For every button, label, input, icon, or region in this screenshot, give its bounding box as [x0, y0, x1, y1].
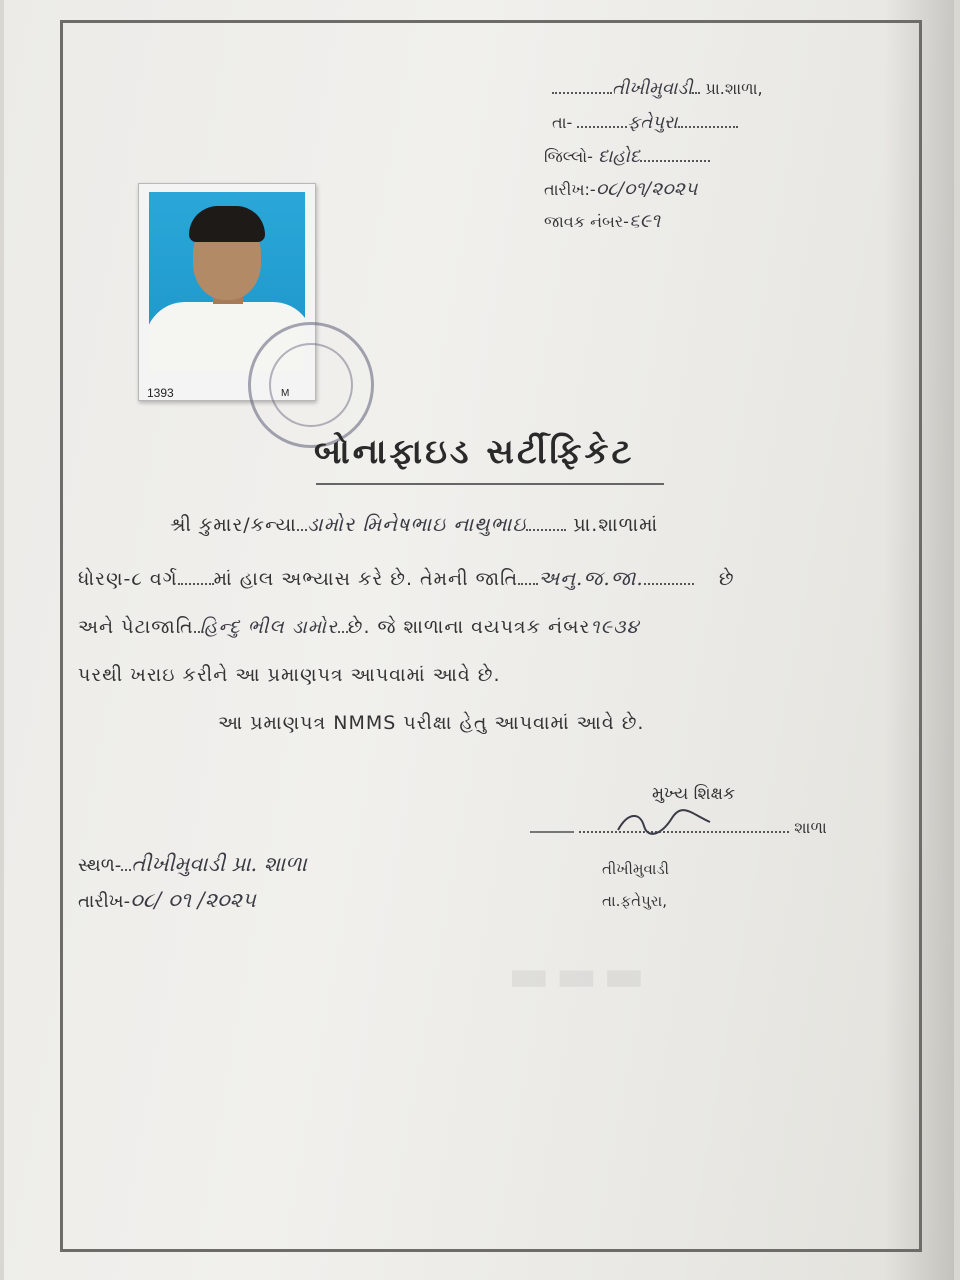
certificate-paper	[4, 0, 954, 1280]
signature-school-name: તીખીમુવાડી	[602, 860, 669, 878]
signature-school-word: શાળા	[794, 818, 827, 837]
header-district-value: દાહોદ	[598, 146, 640, 167]
student-name: ડામોર મિનેષભાઇ નાથુભાઇ	[306, 512, 527, 536]
footer-place-line	[78, 852, 307, 877]
footer-place-label: સ્થળ-	[78, 855, 122, 876]
header-school-suffix: પ્રા.શાળા,	[705, 79, 763, 98]
body-line-4: પરથી ખરાઇ કરીને આ પ્રમાણપત્ર આપવામાં આવે છે.	[78, 664, 501, 686]
signature-taluka: તા.ફતેપુરા,	[602, 892, 667, 910]
header-taluka-line	[552, 112, 738, 133]
register-number: ૧૯૩૪	[590, 616, 640, 638]
bleed-through-mark: ▬▬▬	[508, 950, 651, 1001]
footer-date-value: ૦૮/ ૦૧ /૨૦૨૫	[130, 888, 256, 912]
subcaste-value: હિન્દુ ભીલ ડામોર	[199, 616, 338, 638]
header-district-line	[544, 146, 710, 167]
title-underline	[316, 483, 664, 485]
body-line-3	[78, 616, 639, 638]
standard-label: ધોરણ-૮ વર્ગ	[78, 568, 178, 590]
subcaste-label: અને પેટાજાતિ	[78, 616, 194, 638]
register-text: છે. જે શાળાના વયપત્રક નંબર	[347, 616, 591, 638]
photo-mark: M	[281, 388, 290, 399]
header-inward-value: ૬૯૧	[628, 210, 661, 232]
caste-value: અનુ.જ.જા.	[538, 566, 644, 590]
header-date-value: ૦૮/૦૧/૨૦૨૫	[595, 178, 698, 200]
photo-code: 1393	[147, 386, 174, 400]
purpose-line: આ પ્રમાણપત્ર NMMS પરીક્ષા હેતુ આપવામાં આવે છે.	[218, 712, 645, 734]
body-school-suffix: પ્રા.શાળામાં	[573, 514, 659, 536]
studying-text: માં હાલ અભ્યાસ કરે છે. તેમની જાતિ	[213, 568, 519, 590]
body-line-1	[170, 512, 658, 536]
header-taluka-value: ફતેપુરા	[627, 112, 678, 133]
header-date-line	[544, 178, 697, 200]
footer-date-line	[78, 888, 256, 913]
footer-place-value: તીખીમુવાડી પ્રા. શાળા	[131, 852, 307, 876]
stamp-inner-ring	[269, 343, 353, 427]
body-line-2	[78, 566, 735, 590]
signature-role: મુખ્ય શિક્ષક	[652, 784, 735, 804]
photo-hair	[189, 206, 265, 242]
header-inward-label: જાવક નંબર-	[544, 212, 629, 231]
caste-is: છે	[718, 568, 735, 590]
certificate-title: બોનાફાઇડ સર્ટીફિકેટ	[314, 432, 635, 472]
header-date-label: તારીખ:-	[544, 180, 596, 199]
signature-scribble	[614, 808, 714, 838]
school-stamp	[248, 322, 374, 448]
header-district-label: જિલ્લો-	[544, 147, 593, 166]
header-school-name: તીખીમુવાડી	[612, 78, 693, 99]
salutation: શ્રી કુમાર/કન્યા	[170, 514, 297, 536]
header-school-line	[552, 78, 763, 99]
footer-date-label: તારીખ-	[78, 891, 131, 912]
header-inward-line	[544, 210, 660, 232]
header-taluka-label: તા-	[552, 113, 573, 132]
